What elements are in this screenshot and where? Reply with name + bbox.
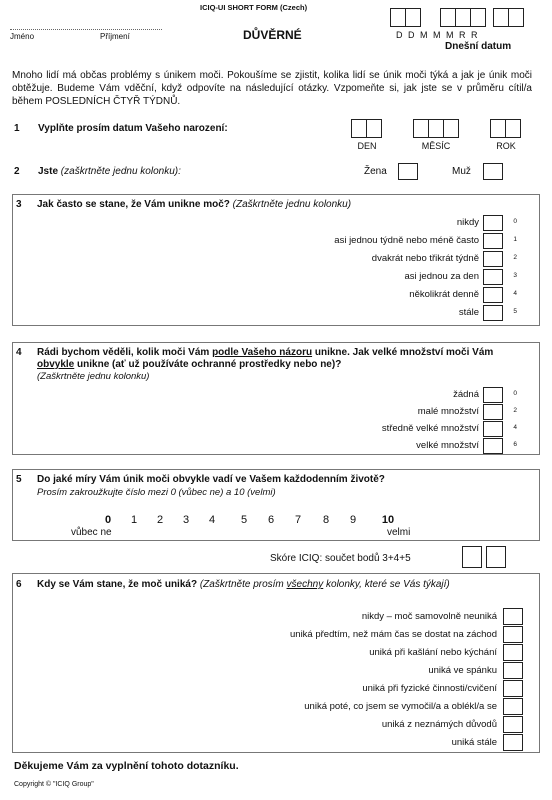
q3-option-label: nikdy (456, 217, 479, 228)
date-caption: Dnešní datum (445, 41, 512, 52)
date-month-box-3[interactable] (470, 8, 486, 27)
q6-option-label: nikdy – moč samovolně neuniká (361, 611, 497, 622)
q3-option-label: dvakrát nebo třikrát týdně (371, 253, 479, 264)
q6-option-row (13, 626, 539, 646)
q2-number: 2 (14, 166, 20, 177)
q5-hint: Prosím zakroužkujte číslo mezi 0 (vůbec ne) a 10 (velmi) (37, 487, 276, 498)
q1-number: 1 (14, 123, 20, 134)
q5-section (12, 469, 540, 541)
q4-option-row (13, 404, 539, 422)
q4-option-label: malé množství (417, 406, 479, 417)
scale-option[interactable]: 6 (267, 514, 275, 526)
q4-option-checkbox[interactable] (483, 438, 503, 454)
q3-option-label: asi jednou za den (404, 271, 479, 282)
q4-option-label: velké množství (416, 440, 479, 451)
scale-option[interactable]: 3 (182, 514, 190, 526)
q4-option-row (13, 438, 539, 456)
q3-option-row (13, 233, 539, 251)
q6-section (12, 573, 540, 753)
q6-hint-a: (Zaškrtněte prosím (199, 579, 284, 590)
q6-option-label: uniká předtím, než mám čas se dostat na záchod (290, 629, 497, 640)
q4-hint: (Zaškrtněte jednu kolonku) (37, 371, 150, 382)
date-month-box-1[interactable] (440, 8, 456, 27)
q4-option-score: 2 (513, 407, 517, 414)
q5-scale (13, 514, 539, 528)
q6-text-wrap (37, 579, 533, 591)
birth-year-box-1[interactable] (490, 119, 506, 138)
q5-number: 5 (16, 474, 22, 485)
birth-month-box-2[interactable] (428, 119, 444, 138)
q3-option-label: několikrát denně (409, 289, 479, 300)
q6-option-row (13, 716, 539, 736)
q6-option-label: uniká z neznámých důvodů (381, 719, 497, 730)
scale-option[interactable]: 4 (208, 514, 216, 526)
q3-option-score: 3 (513, 272, 517, 279)
scale-option[interactable]: 2 (156, 514, 164, 526)
q3-option-row (13, 269, 539, 287)
q3-option-row (13, 305, 539, 323)
q4-text-b: unikne. Jak velké množství moči Vám (314, 347, 494, 358)
confidential-label: DŮVĚRNÉ (243, 28, 302, 42)
q6-hint-b: kolonky, které se Vás týkají) (326, 579, 450, 590)
birth-day-box-1[interactable] (351, 119, 367, 138)
q3-option-score: 1 (513, 236, 517, 243)
q4-option-label: žádná (453, 389, 479, 400)
copyright-text: Copyright © "ICIQ Group" (14, 781, 94, 788)
q4-option-score: 4 (513, 424, 517, 431)
q6-option-checkbox[interactable] (503, 626, 523, 643)
scale-option[interactable]: 8 (322, 514, 330, 526)
date-year-box-1[interactable] (493, 8, 509, 27)
q3-option-row (13, 287, 539, 305)
q6-option-checkbox[interactable] (503, 608, 523, 625)
scale-option[interactable]: 0 (104, 514, 112, 526)
q4-text-c: unikne (ať už používáte ochranné prostředky nebo ne)? (77, 359, 342, 370)
q3-option-checkbox[interactable] (483, 251, 503, 267)
q4-option-score: 0 (513, 390, 517, 397)
birth-month-box-1[interactable] (413, 119, 429, 138)
q2-hint: (zaškrtněte jednu kolonku): (60, 166, 181, 177)
q6-number: 6 (16, 579, 22, 590)
scale-high-label: velmi (387, 527, 411, 538)
q5-text: Do jaké míry Vám únik moči obvykle vadí ve Vašem každodenním životě? (37, 474, 385, 485)
birth-year-caption: ROK (496, 141, 516, 151)
q3-option-label: stále (458, 307, 479, 318)
q4-option-score: 6 (513, 441, 517, 448)
q6-option-row (13, 608, 539, 628)
q1-text: Vyplňte prosím datum Vašeho narození: (38, 123, 228, 134)
name-label: Jméno (10, 32, 35, 41)
date-letters: D D M M M R R (396, 30, 478, 40)
date-month-box-2[interactable] (455, 8, 471, 27)
q6-option-row (13, 644, 539, 664)
q6-option-checkbox[interactable] (503, 698, 523, 715)
q4-option-checkbox[interactable] (483, 387, 503, 403)
q2-text-wrap (38, 166, 181, 177)
date-day-box-2[interactable] (405, 8, 421, 27)
intro-text: Mnoho lidí má občas problémy s únikem moči. Pokoušíme se zjistit, kolika lidí se únik moči týká a jak je únik moči obtěžuje. Budeme Vám vděční, když odpovíte na následující otázky. Vzpomeňte si, jak jste se v průměru cítil/a během POSLEDNÍCH ČTYŘ TÝDNŮ. (12, 70, 532, 107)
q6-hint-underline: všechny (286, 579, 324, 590)
scale-option[interactable]: 10 (381, 514, 395, 526)
q3-option-checkbox[interactable] (483, 233, 503, 249)
q6-option-label: uniká při kašlání nebo kýchání (369, 647, 497, 658)
q3-option-score: 4 (513, 290, 517, 297)
q6-option-row (13, 698, 539, 718)
q6-option-row (13, 680, 539, 700)
q6-option-label: uniká při fyzické činnosti/cvičení (362, 683, 497, 694)
q6-option-label: uniká ve spánku (428, 665, 497, 676)
thanks-text: Děkujeme Vám za vyplnění tohoto dotazníku. (14, 760, 239, 772)
q6-option-row (13, 734, 539, 754)
q3-section (12, 194, 540, 326)
q4-text-underline-2: obvykle (37, 359, 75, 370)
score-box-1[interactable] (462, 546, 482, 568)
q6-option-label: uniká stále (451, 737, 497, 748)
form-title: ICIQ-UI SHORT FORM (Czech) (200, 3, 308, 12)
q4-text-underline-1: podle Vašeho názoru (212, 347, 313, 358)
q4-text-wrap (37, 347, 533, 371)
q3-number: 3 (16, 199, 22, 210)
q6-option-checkbox[interactable] (503, 716, 523, 733)
q3-option-checkbox[interactable] (483, 269, 503, 285)
score-label: Skóre ICIQ: součet bodů 3+4+5 (270, 553, 411, 564)
score-box-2[interactable] (486, 546, 506, 568)
q6-option-row (13, 662, 539, 682)
q6-option-checkbox[interactable] (503, 734, 523, 751)
birth-month-caption: MĚSÍC (421, 141, 451, 151)
q2-text: Jste (38, 166, 59, 177)
q3-hint: (Zaškrtněte jednu kolonku) (232, 199, 352, 210)
q6-option-checkbox[interactable] (503, 644, 523, 661)
birth-day-box-2[interactable] (366, 119, 382, 138)
q6-option-checkbox[interactable] (503, 680, 523, 697)
q3-option-row (13, 215, 539, 233)
birth-year-box-2[interactable] (505, 119, 521, 138)
female-checkbox[interactable] (398, 163, 418, 180)
q4-option-label: středně velké množství (381, 423, 479, 434)
q3-option-score: 2 (513, 254, 517, 261)
birth-day-caption: DEN (357, 141, 377, 151)
q4-option-row (13, 387, 539, 405)
q3-option-row (13, 251, 539, 269)
q4-text-a: Rádi bychom věděli, kolik moči Vám (37, 347, 210, 358)
q4-option-checkbox[interactable] (483, 404, 503, 420)
q4-section (12, 342, 540, 455)
q4-option-row (13, 421, 539, 439)
q4-number: 4 (16, 347, 22, 358)
q3-option-label: asi jednou týdně nebo méně často (334, 235, 479, 246)
name-line (10, 29, 162, 30)
q6-option-checkbox[interactable] (503, 662, 523, 679)
scale-low-label: vůbec ne (71, 527, 112, 538)
q3-text: Jak často se stane, že Vám unikne moč? (37, 199, 230, 210)
q3-option-checkbox[interactable] (483, 215, 503, 231)
q6-option-label: uniká poté, co jsem se vymočil/a a oblékl/a se (304, 701, 497, 712)
q3-option-score: 0 (513, 218, 517, 225)
surname-label: Příjmení (100, 32, 130, 41)
female-label: Žena (364, 166, 387, 177)
scale-option[interactable]: 1 (130, 514, 138, 526)
q3-option-checkbox[interactable] (483, 305, 503, 321)
q3-text-wrap (37, 199, 351, 210)
male-label: Muž (452, 166, 471, 177)
date-day-box-1[interactable] (390, 8, 406, 27)
scale-option[interactable]: 5 (240, 514, 248, 526)
q3-option-score: 5 (513, 308, 517, 315)
q3-option-checkbox[interactable] (483, 287, 503, 303)
birth-month-box-3[interactable] (443, 119, 459, 138)
scale-option[interactable]: 7 (294, 514, 302, 526)
male-checkbox[interactable] (483, 163, 503, 180)
q6-text: Kdy se Vám stane, že moč uniká? (37, 579, 198, 590)
date-year-box-2[interactable] (508, 8, 524, 27)
scale-option[interactable]: 9 (349, 514, 357, 526)
q4-option-checkbox[interactable] (483, 421, 503, 437)
